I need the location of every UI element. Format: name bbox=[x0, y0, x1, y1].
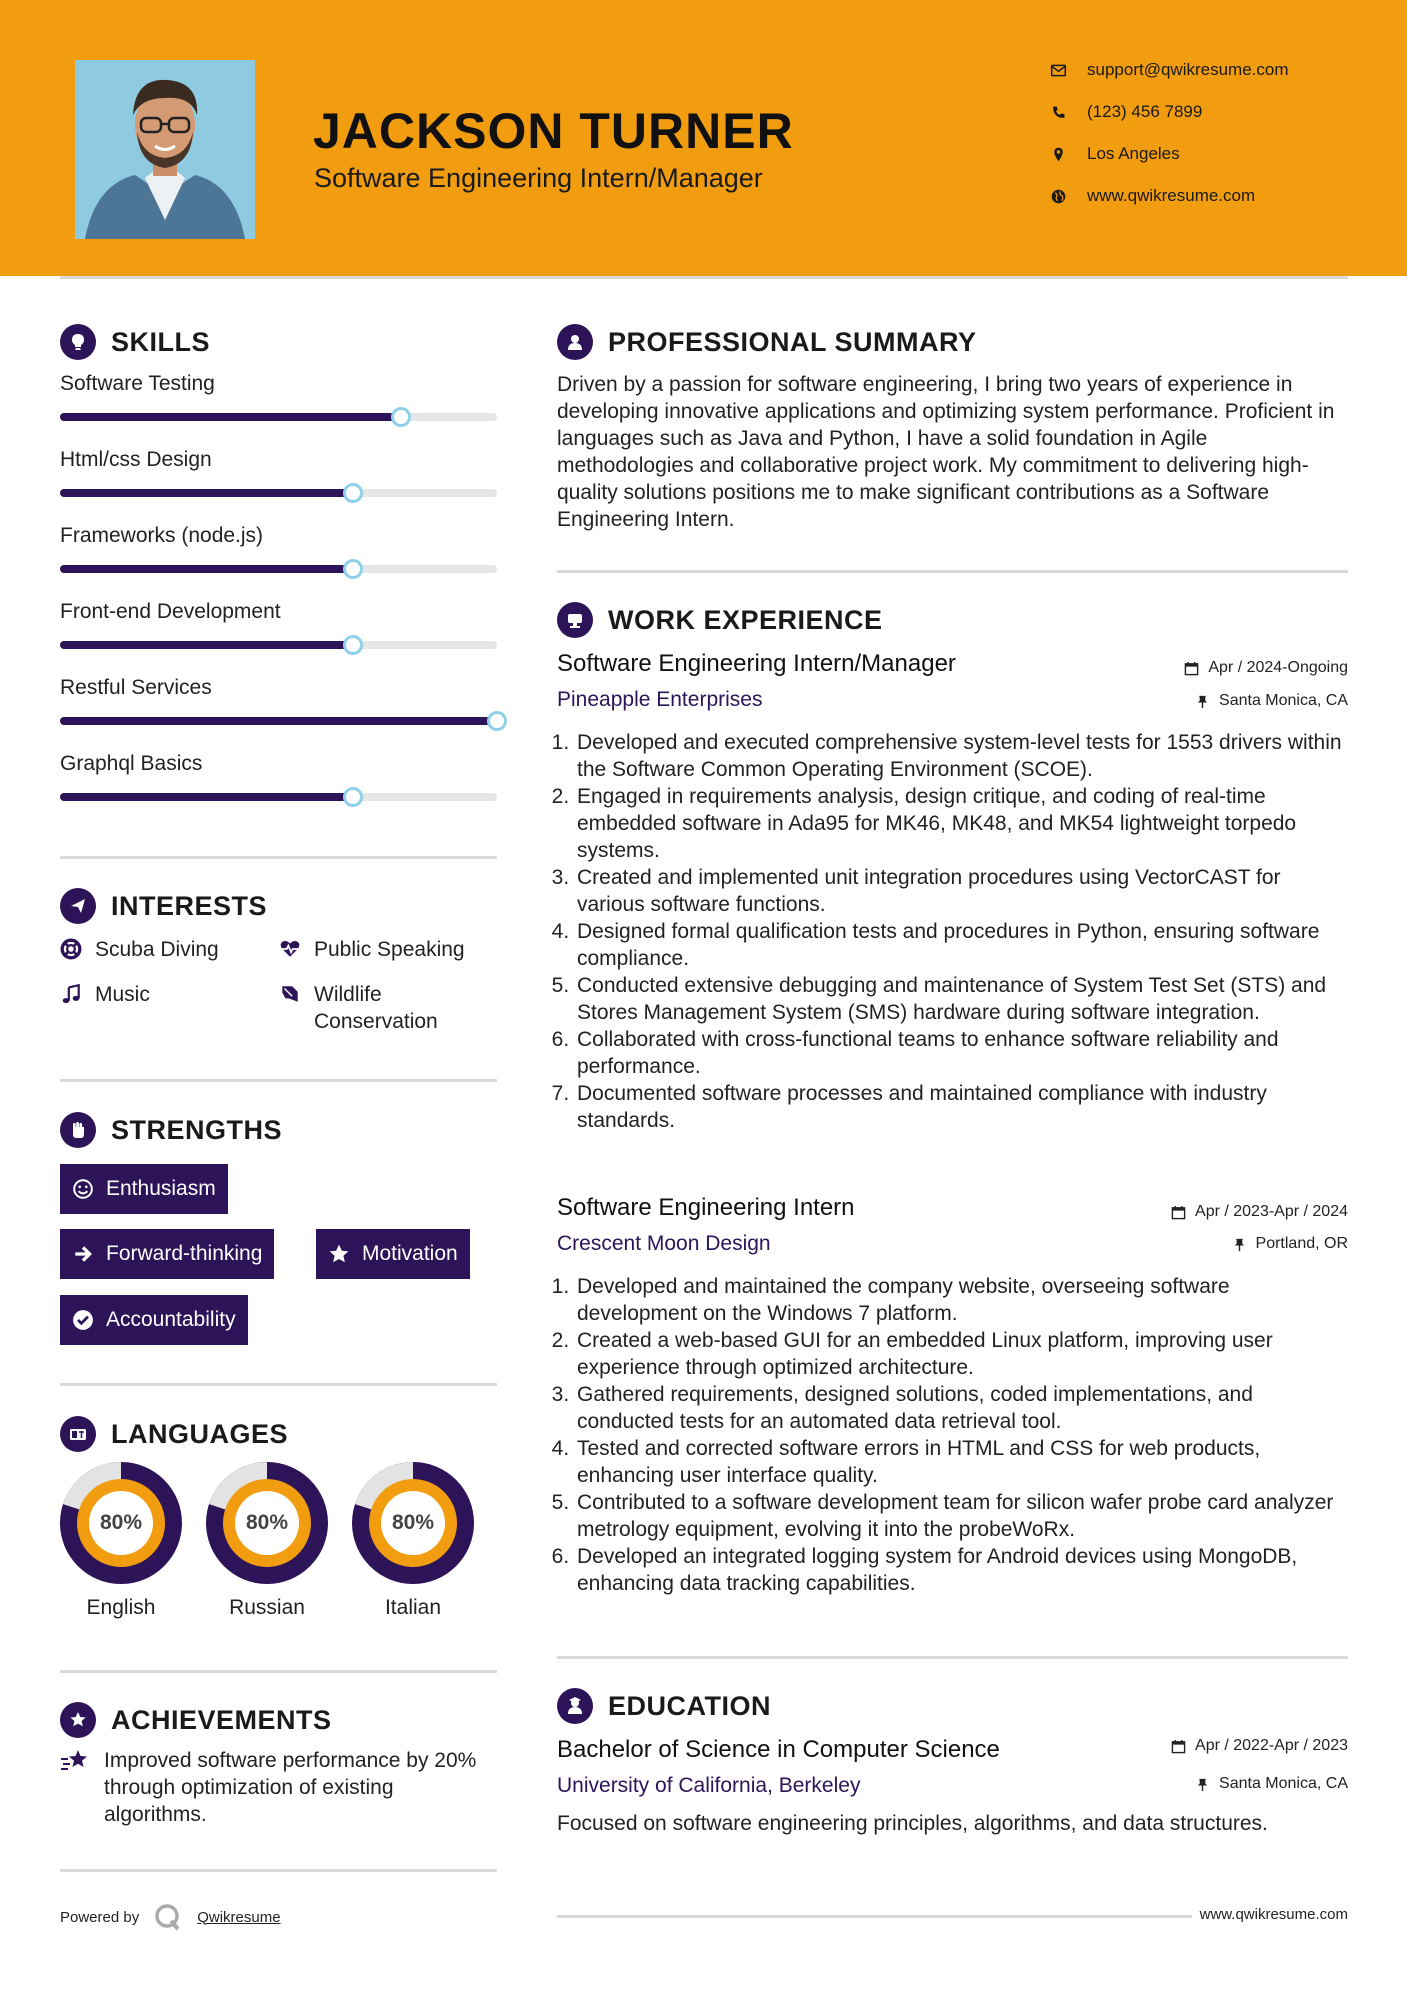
language-ring bbox=[60, 1462, 182, 1584]
pushpin-icon bbox=[1195, 694, 1210, 709]
calendar-icon bbox=[1171, 1205, 1186, 1220]
skills-heading: SKILLS bbox=[60, 324, 210, 360]
education-location: Santa Monica, CA bbox=[1195, 1775, 1348, 1793]
language-name: Italian bbox=[384, 1596, 442, 1619]
language-name: Russian bbox=[229, 1596, 305, 1619]
education-description: Focused on software engineering principles, algorithms, and data structures. bbox=[557, 1812, 1268, 1835]
job-responsibilities bbox=[557, 1273, 1347, 1597]
company-name: Crescent Moon Design bbox=[557, 1232, 771, 1255]
responsibility-item: 3. Gathered requirements, designed solutions, coded implementations, and conducted tests for an automated data retrieval tool. bbox=[575, 1381, 1347, 1435]
achievements-heading: ACHIEVEMENTS bbox=[60, 1702, 332, 1738]
music-note-icon bbox=[60, 983, 82, 1005]
responsibility-item: 7. Documented software processes and maintained compliance with industry standards. bbox=[575, 1080, 1347, 1134]
skill-bar bbox=[60, 717, 497, 725]
company-name: Pineapple Enterprises bbox=[557, 688, 763, 711]
responsibility-item: 6. Developed an integrated logging system for Android devices using MongoDB, enhancing data tracking capabilities. bbox=[575, 1543, 1347, 1597]
skill-bar-fill bbox=[60, 641, 353, 649]
paper-plane-icon bbox=[60, 888, 96, 924]
map-pin-icon bbox=[1050, 146, 1067, 163]
education-heading: EDUCATION bbox=[557, 1688, 771, 1724]
graduate-icon bbox=[557, 1688, 593, 1724]
section-divider bbox=[60, 1383, 497, 1386]
profile-photo bbox=[75, 60, 255, 239]
section-divider bbox=[60, 1670, 497, 1673]
language-name: English bbox=[86, 1596, 156, 1619]
language-percent: 80% bbox=[235, 1491, 299, 1555]
achievement-item: Improved software performance by 20% through optimization of existing algorithms. bbox=[60, 1747, 500, 1828]
responsibility-item: 4. Designed formal qualification tests and procedures in Python, ensuring software compliance. bbox=[575, 918, 1347, 972]
skill-bar-fill bbox=[60, 565, 353, 573]
star-icon bbox=[328, 1243, 350, 1265]
language-percent: 80% bbox=[381, 1491, 445, 1555]
globe-icon bbox=[1050, 188, 1067, 205]
section-divider bbox=[60, 856, 497, 859]
candidate-name: JACKSON TURNER bbox=[313, 103, 794, 159]
responsibility-item: 2. Engaged in requirements analysis, design critique, and coding of real-time embedded software in Ada95 for MK46, MK48, and MK54 lightweight torpedo systems. bbox=[575, 783, 1347, 864]
skill-bar-fill bbox=[60, 489, 353, 497]
contact-email[interactable] bbox=[1050, 60, 1289, 80]
envelope-icon bbox=[1050, 62, 1067, 79]
contact-phone[interactable] bbox=[1050, 102, 1202, 122]
qwikresume-logo-icon bbox=[153, 1902, 183, 1932]
pushpin-icon bbox=[1195, 1777, 1210, 1792]
check-circle-icon bbox=[72, 1309, 94, 1331]
qwikresume-link[interactable]: Qwikresume bbox=[197, 1908, 281, 1926]
job-title: Software Engineering Intern bbox=[557, 1194, 855, 1221]
skill-bar bbox=[60, 641, 497, 649]
responsibility-item: 6. Collaborated with cross-functional teams to enhance software reliability and performance. bbox=[575, 1026, 1347, 1080]
section-divider bbox=[557, 1656, 1348, 1659]
job-dates: Apr / 2024-Ongoing bbox=[1184, 659, 1348, 677]
language-item bbox=[206, 1462, 328, 1620]
job-title: Software Engineering Intern/Manager bbox=[557, 650, 956, 677]
lightbulb-icon bbox=[60, 324, 96, 360]
languages-heading: LANGUAGES bbox=[60, 1416, 288, 1452]
footer-website[interactable]: www.qwikresume.com bbox=[1199, 1906, 1348, 1923]
skill-label: Software Testing bbox=[60, 372, 215, 395]
skill-bar-knob bbox=[391, 407, 411, 427]
skill-label: Restful Services bbox=[60, 676, 212, 699]
section-divider bbox=[557, 570, 1348, 573]
pushpin-icon bbox=[1232, 1237, 1247, 1252]
language-percent: 80% bbox=[89, 1491, 153, 1555]
skill-bar bbox=[60, 413, 497, 421]
responsibility-item: 2. Created a web-based GUI for an embedded Linux platform, improving user experience through optimized architecture. bbox=[575, 1327, 1347, 1381]
skill-label: Front-end Development bbox=[60, 600, 281, 623]
contact-location bbox=[1050, 144, 1180, 164]
user-icon bbox=[557, 324, 593, 360]
contact-website-text: www.qwikresume.com bbox=[1087, 186, 1256, 205]
job-location: Santa Monica, CA bbox=[1195, 692, 1348, 710]
strength-tag: Accountability bbox=[60, 1295, 248, 1345]
arrow-right-icon bbox=[72, 1243, 94, 1265]
life-ring-icon bbox=[60, 938, 82, 960]
skill-label: Html/css Design bbox=[60, 448, 212, 471]
language-item bbox=[352, 1462, 474, 1620]
skill-bar-knob bbox=[343, 635, 363, 655]
responsibility-item: 5. Contributed to a software development team for silicon wafer probe card analyzer metrology equipment, evolving it into the probeWoRx. bbox=[575, 1489, 1347, 1543]
contact-website[interactable] bbox=[1050, 186, 1255, 206]
interests-heading: INTERESTS bbox=[60, 888, 267, 924]
interest-item: Music bbox=[60, 981, 150, 1008]
calendar-icon bbox=[1184, 661, 1199, 676]
responsibility-item: 3. Created and implemented unit integration procedures using VectorCAST for various software functions. bbox=[575, 864, 1347, 918]
interest-item: Wildlife Conservation bbox=[279, 981, 479, 1035]
responsibility-item: 4. Tested and corrected software errors in HTML and CSS for web products, enhancing user interface quality. bbox=[575, 1435, 1347, 1489]
job-responsibilities bbox=[557, 729, 1347, 1134]
skill-label: Graphql Basics bbox=[60, 752, 203, 775]
smile-icon bbox=[72, 1178, 94, 1200]
interest-item: Public Speaking bbox=[279, 936, 465, 963]
skill-bar-fill bbox=[60, 717, 497, 725]
phone-icon bbox=[1050, 104, 1067, 121]
powered-by: Powered by Qwikresume bbox=[60, 1902, 281, 1932]
strengths-heading: STRENGTHS bbox=[60, 1112, 282, 1148]
candidate-title: Software Engineering Intern/Manager bbox=[314, 163, 763, 193]
calendar-icon bbox=[1171, 1739, 1186, 1754]
skill-bar-knob bbox=[343, 483, 363, 503]
job-dates: Apr / 2023-Apr / 2024 bbox=[1171, 1203, 1348, 1221]
interest-item: Scuba Diving bbox=[60, 936, 219, 963]
skill-bar-fill bbox=[60, 793, 353, 801]
header-divider bbox=[60, 276, 1348, 279]
contact-phone-text: (123) 456 7899 bbox=[1087, 102, 1203, 121]
section-divider bbox=[60, 1079, 497, 1082]
skill-bar-knob bbox=[487, 711, 507, 731]
language-item bbox=[60, 1462, 182, 1620]
summary-text: Driven by a passion for software engineering, I bring two years of experience in developing innovative applications and optimizing system performance. Proficient in languages such as Java and Python, I have a solid foundation in Agile methodologies and collaborative project work. My commitment to delivering high-quality solutions positions me to make significant contributions as a Software Engineering Intern. bbox=[557, 373, 1335, 531]
fist-icon bbox=[60, 1112, 96, 1148]
skill-bar bbox=[60, 565, 497, 573]
header-banner bbox=[0, 0, 1407, 276]
strength-tag: Forward-thinking bbox=[60, 1229, 274, 1279]
contact-location-text: Los Angeles bbox=[1087, 144, 1180, 163]
skill-bar-knob bbox=[343, 559, 363, 579]
education-dates: Apr / 2022-Apr / 2023 bbox=[1171, 1737, 1348, 1755]
heartbeat-icon bbox=[279, 938, 301, 960]
language-ring bbox=[352, 1462, 474, 1584]
footer-divider bbox=[557, 1915, 1192, 1918]
job-location: Portland, OR bbox=[1232, 1235, 1348, 1253]
language-ring bbox=[206, 1462, 328, 1584]
summary-heading: PROFESSIONAL SUMMARY bbox=[557, 324, 977, 360]
responsibility-item: 1. Developed and executed comprehensive system-level tests for 1553 drivers within the Software Common Operating Environment (SCOE). bbox=[575, 729, 1347, 783]
briefcase-icon bbox=[557, 602, 593, 638]
contact-email-text: support@qwikresume.com bbox=[1087, 60, 1289, 79]
skill-bar-knob bbox=[343, 787, 363, 807]
strength-tag: Enthusiasm bbox=[60, 1164, 228, 1214]
responsibility-item: 1. Developed and maintained the company website, overseeing software development on the Windows 7 platform. bbox=[575, 1273, 1347, 1327]
responsibility-item: 5. Conducted extensive debugging and maintenance of System Test Set (STS) and Stores Management System (SMS) hardware during software integration. bbox=[575, 972, 1347, 1026]
skill-bar bbox=[60, 793, 497, 801]
skill-bar-fill bbox=[60, 413, 401, 421]
skill-bar bbox=[60, 489, 497, 497]
experience-heading: WORK EXPERIENCE bbox=[557, 602, 883, 638]
skill-label: Frameworks (node.js) bbox=[60, 524, 264, 547]
language-icon bbox=[60, 1416, 96, 1452]
award-star-icon bbox=[60, 1702, 96, 1738]
strength-tag: Motivation bbox=[316, 1229, 470, 1279]
shooting-star-icon bbox=[60, 1747, 92, 1775]
degree-title: Bachelor of Science in Computer Science bbox=[557, 1736, 1000, 1763]
leaf-icon bbox=[279, 983, 301, 1005]
section-divider bbox=[60, 1869, 497, 1872]
school-name: University of California, Berkeley bbox=[557, 1774, 861, 1797]
